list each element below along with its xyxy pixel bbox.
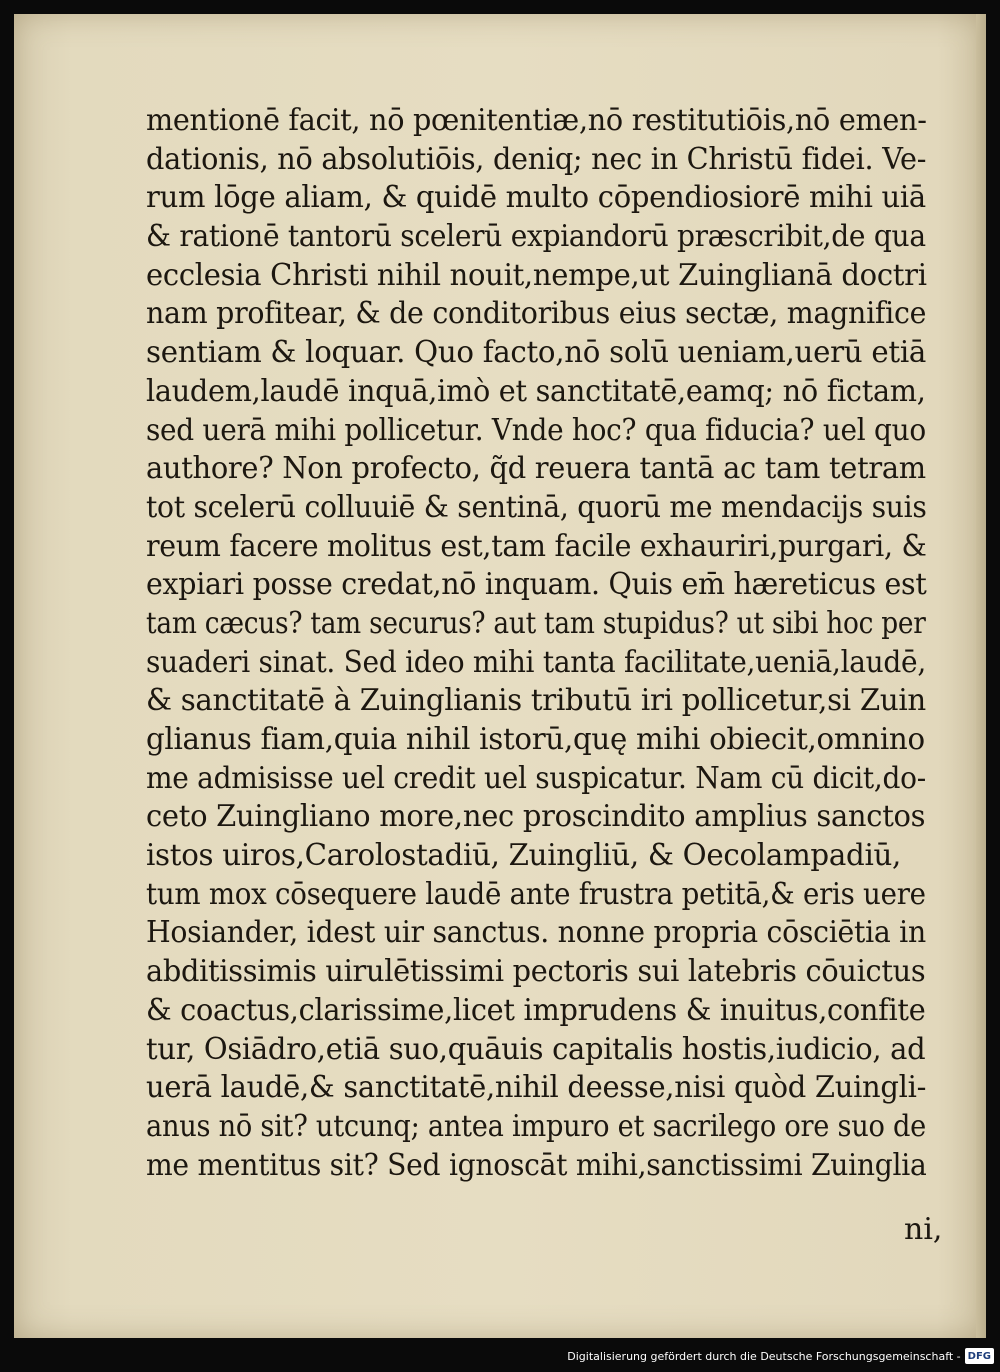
text-line: rum lōge aliam, & quidē multo cōpendiosiorē mihi uiā: [146, 180, 926, 216]
text-line: suaderi sinat. Sed ideo mihi tanta facilitate,ueniā,laudē,: [146, 644, 926, 680]
text-line: tot scelerū colluuiē & sentinā, quorū me mendacijs suis: [146, 489, 927, 525]
page-edge: [976, 14, 986, 1338]
text-line: me mentitus sit? Sed ignoscāt mihi,sanctissimi Zuinglia: [146, 1147, 927, 1183]
text-line: ecclesia Christi nihil nouit,nempe,ut Zuinglianā doctri: [146, 257, 927, 293]
dfg-logo-icon: DFG: [965, 1348, 994, 1364]
text-line: nam profitear, & de conditoribus eius sectæ, magnifice: [146, 296, 927, 332]
digitization-credit: [567, 1342, 994, 1370]
text-line: tur, Osiādro,etiā suo,quāuis capitalis hostis,iudicio, ad: [146, 1031, 926, 1067]
text-line: anus nō sit? utcunq; antea impuro et sacrilego ore suo de: [146, 1108, 927, 1144]
text-line: authore? Non profecto, q̃d reuera tantā ac tam tetram: [146, 451, 926, 487]
text-line: mentionē facit, nō pœnitentiæ,nō restitutiōis,nō emen-: [146, 103, 927, 138]
text-line: tum mox cōsequere laudē ante frustra petitā,& eris uere: [146, 876, 926, 912]
text-line: me admisisse uel credit uel suspicatur. Nam cū dicit,do-: [146, 760, 926, 796]
credit-text: Digitalisierung gefördert durch die Deutsche Forschungsgemeinschaft -: [567, 1349, 961, 1363]
text-line: tam cæcus? tam securus? aut tam stupidus? ut sibi hoc per: [146, 605, 926, 641]
text-line: laudem,laudē inquā,imò et sanctitatē,eamq; nō fictam,: [146, 373, 926, 409]
text-line: ceto Zuingliano more,nec proscindito amplius sanctos: [146, 799, 926, 835]
text-line: & rationē tantorū scelerū expiandorū præscribit,de qua: [146, 219, 926, 255]
book-page: [14, 14, 986, 1338]
text-line: & coactus,clarissime,licet imprudens & inuitus,confite: [146, 992, 926, 1028]
page-text: [146, 102, 946, 1185]
text-line: glianus fiam,quia nihil istorū,quę mihi obiecit,omnino: [146, 722, 925, 757]
text-line: Hosiander, idest uir sanctus. nonne propria cōsciētia in: [146, 915, 926, 951]
text-line: istos uiros,Carolostadiū, Zuingliū, & Oecolampadiū,: [146, 838, 902, 874]
text-line: uerā laudē,& sanctitatē,nihil deesse,nisi quòd Zuingli-: [146, 1070, 927, 1106]
text-line: sed uerā mihi pollicetur. Vnde hoc? qua fiducia? uel quo: [146, 412, 926, 448]
text-line: dationis, nō absolutiōis, deniq; nec in Christū fidei. Ve-: [146, 141, 927, 177]
text-line: sentiam & loquar. Quo facto,nō solū ueniam,uerū etiā: [146, 335, 927, 371]
catchword: ni,: [904, 1212, 943, 1247]
text-line: & sanctitatē à Zuinglianis tributū iri pollicetur,si Zuin: [146, 683, 926, 719]
text-line: expiari posse credat,nō inquam. Quis em̄ hæreticus est: [146, 567, 927, 603]
text-line: reum facere molitus est,tam facile exhauriri,purgari, &: [146, 528, 927, 564]
text-line: abditissimis uirulētissimi pectoris sui latebris cōuictus: [146, 954, 926, 990]
